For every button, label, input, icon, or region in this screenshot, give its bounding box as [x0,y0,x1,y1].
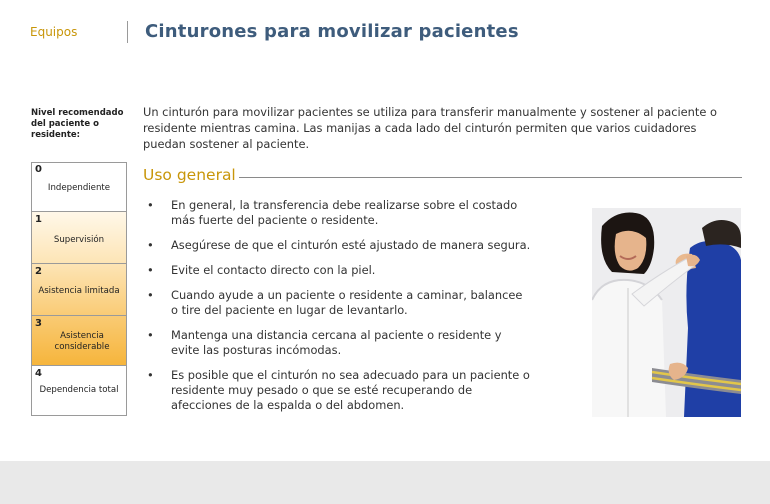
scale-number-0: 0 [35,164,42,175]
list-item [147,328,532,358]
scale-label-1: Supervisión [53,235,105,245]
bullet-text: Asegúrese de que el cinturón esté ajustado de manera segura. [171,238,531,252]
bullet-text: Es posible que el cinturón no sea adecuado para un paciente o residente muy pesado o que se esté recuperando de afecciones de la espalda o del abdomen. [171,368,530,412]
recommended-level-label: Nivel recomendado del paciente o residente: [31,108,124,140]
list-item [147,263,532,278]
bullet-glyph: • [147,198,154,212]
scale-band-3 [32,315,126,365]
bullet-text: Cuando ayude a un paciente o residente a caminar, balancee o tire del paciente en lugar de levantarlo. [171,288,523,317]
section-divider [239,177,742,178]
bullet-glyph: • [147,238,154,252]
scale-number-4: 4 [35,368,42,379]
bullet-text: Mantenga una distancia cercana al paciente o residente y evite las posturas incómodas. [171,328,502,357]
bullet-text: En general, la transferencia debe realizarse sobre el costado más fuerte del paciente o residente. [171,198,518,227]
scale-label-4: Dependencia total [39,385,119,395]
scale-number-1: 1 [35,214,42,225]
bullet-text: Evite el contacto directo con la piel. [171,263,376,277]
scale-label-0: Independiente [47,183,111,193]
list-item [147,238,532,253]
bullet-glyph: • [147,328,154,342]
bullet-glyph: • [147,263,154,277]
header-divider [127,21,128,43]
bullet-glyph: • [147,368,154,382]
usage-bullet-list [147,198,532,423]
scale-band-4 [32,365,126,415]
scale-band-0 [32,163,126,211]
scale-label-3: Asistencia considerable [54,331,110,352]
list-item [147,198,532,228]
scale-label-2: Asistencia limitada [38,286,120,296]
caregiver-photo [592,208,741,417]
footer-bar [0,461,770,504]
intro-paragraph: Un cinturón para movilizar pacientes se utiliza para transferir manualmente y sostener al paciente o residente mientras camina. Las manijas a cada lado del cinturón permiten que varios cuidadores puedan sostener al paciente. [143,105,717,151]
dependency-scale [31,162,127,416]
category-label: Equipos [30,25,78,39]
scale-number-3: 3 [35,318,42,329]
scale-band-1 [32,211,126,263]
scale-band-2 [32,263,126,315]
bullet-glyph: • [147,288,154,302]
list-item [147,368,532,413]
list-item [147,288,532,318]
section-title: Uso general [143,166,236,184]
page-title: Cinturones para movilizar pacientes [145,21,519,42]
scale-number-2: 2 [35,266,42,277]
